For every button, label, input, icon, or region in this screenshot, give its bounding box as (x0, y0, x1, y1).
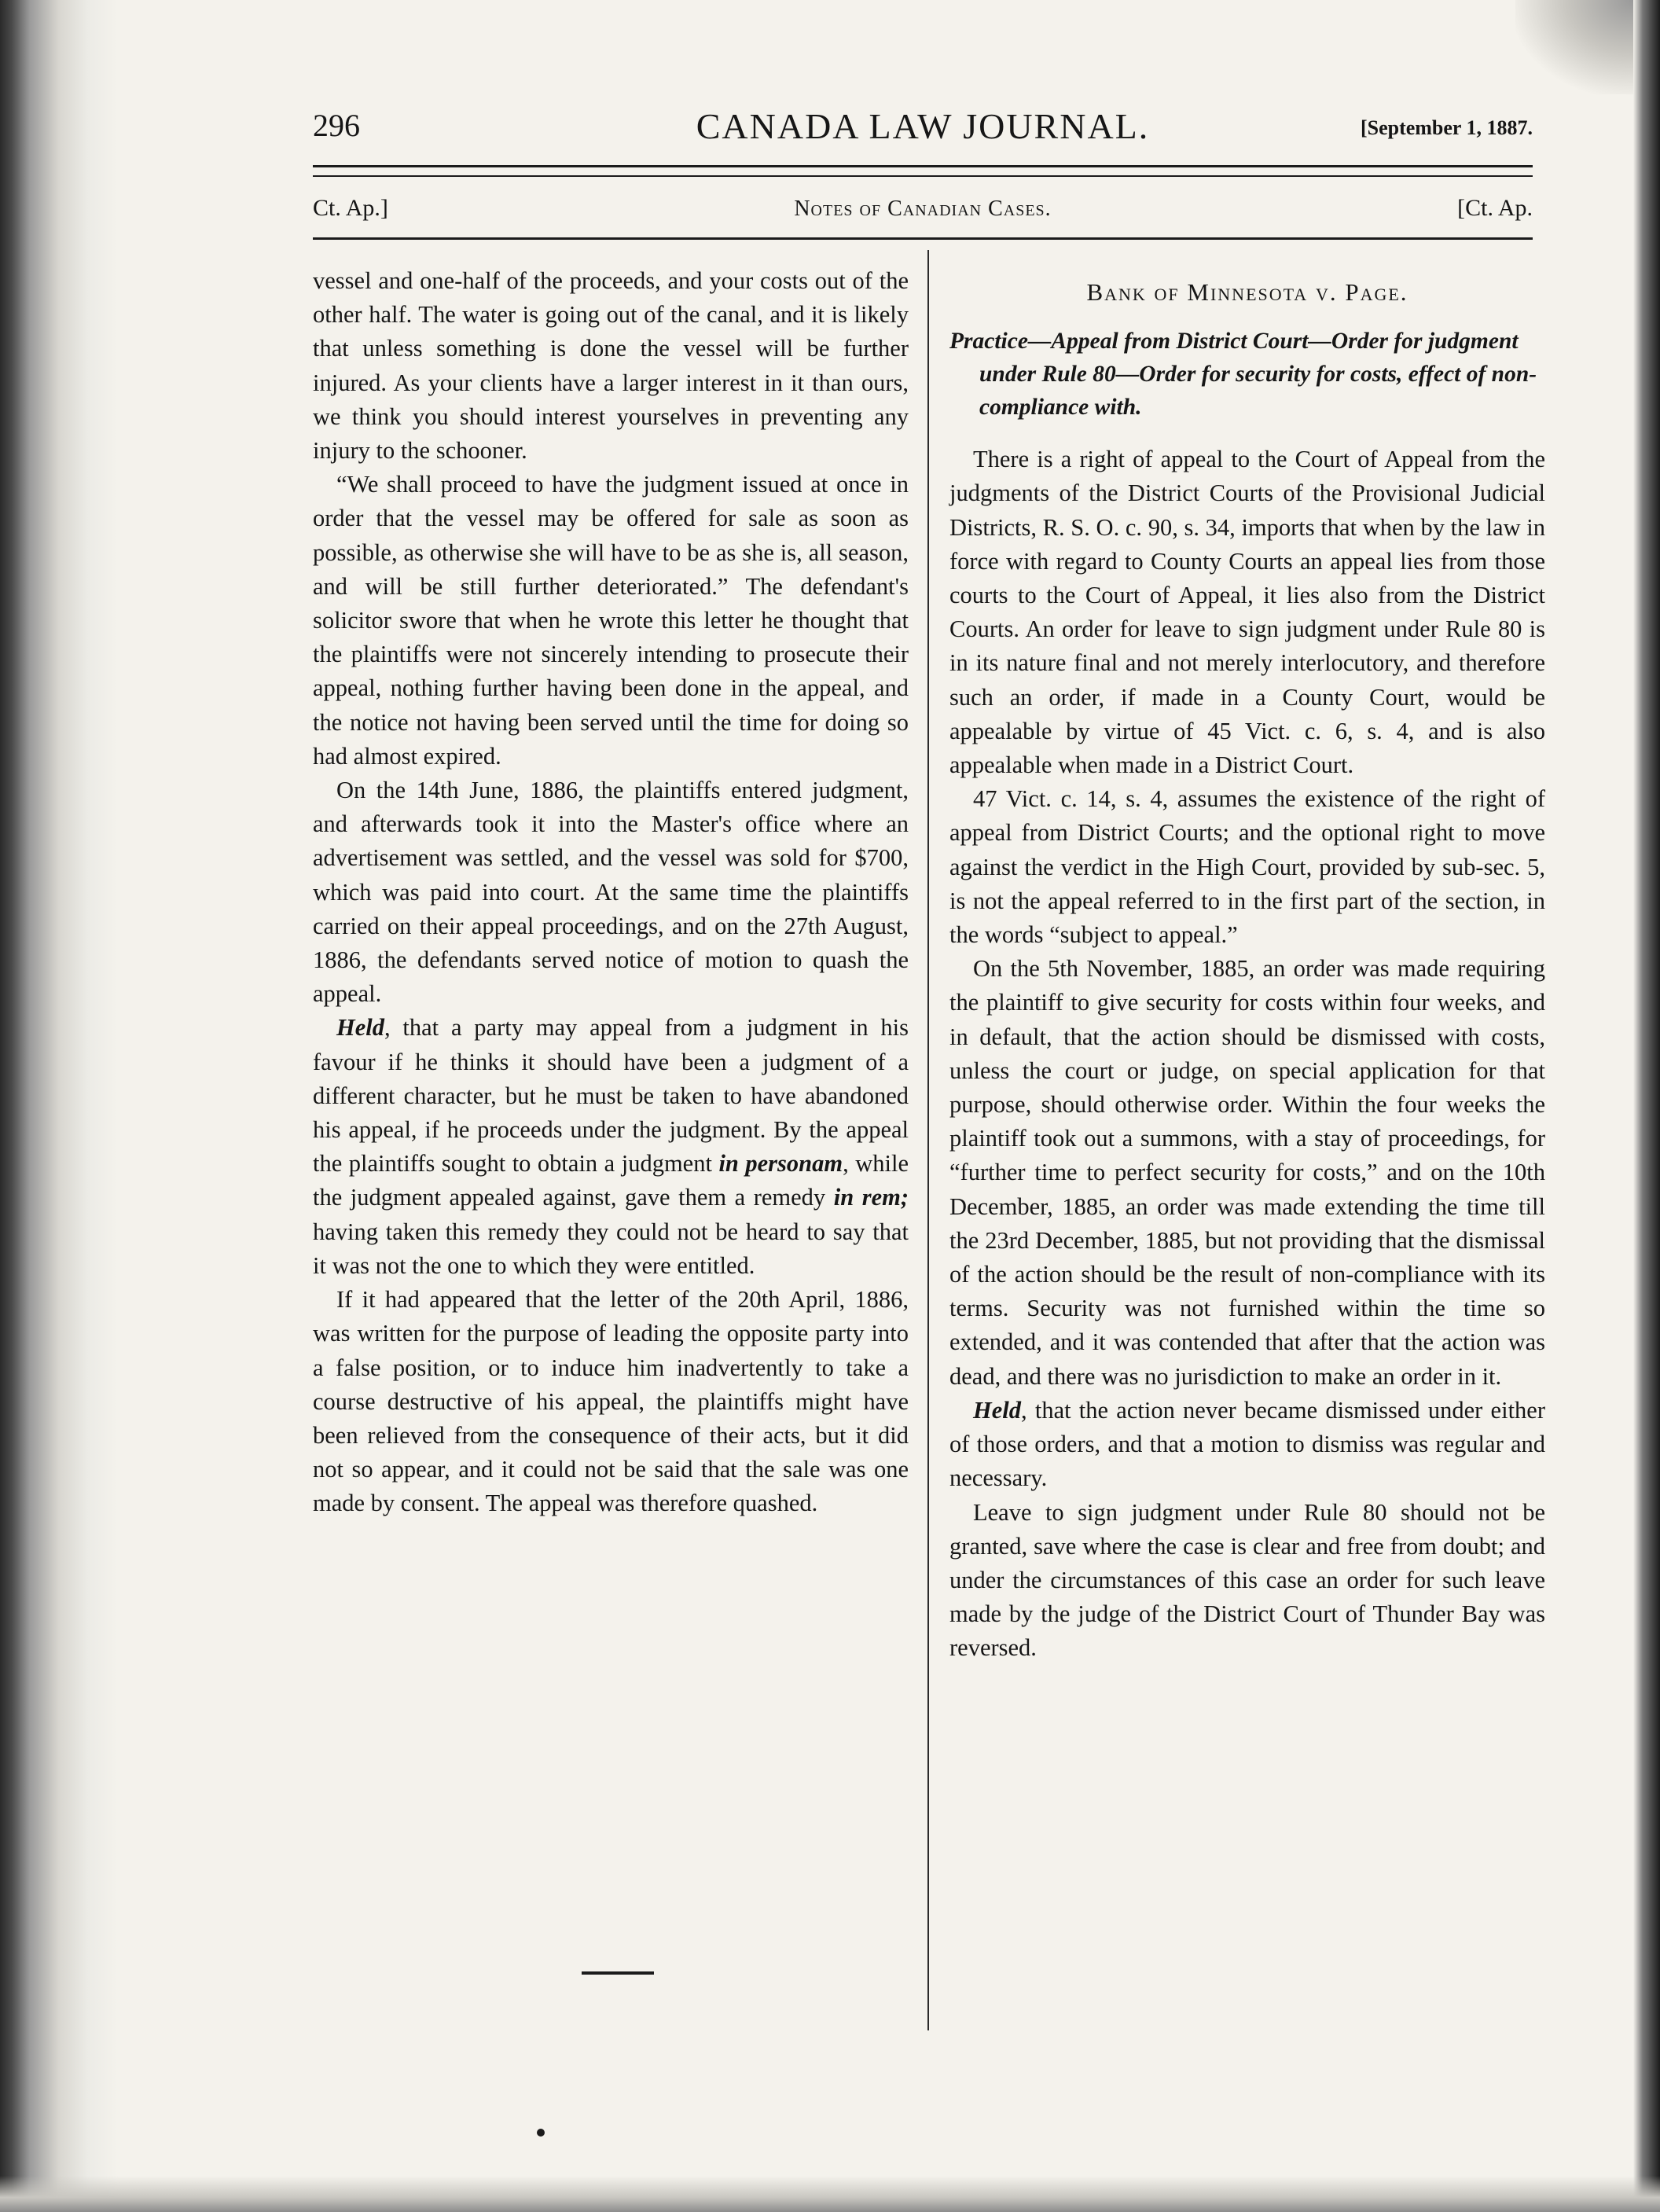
court-label-right: [Ct. Ap. (1457, 195, 1533, 221)
paragraph: 47 Vict. c. 14, s. 4, assumes the existence of the right of appeal from District Courts; and the optional right to move against the verdict in the High Court, provided by sub-sec. 5, is not the appeal referred to in the first part of the section, in the words “subject to appeal.” (949, 785, 1545, 949)
journal-title: CANADA LAW JOURNAL. (696, 106, 1150, 146)
end-rule (582, 1971, 654, 1975)
paragraph: There is a right of appeal to the Court of Appeal from the judgments of the District Courts of the Provisional Judicial Districts, R. S. O. c. 90, s. 34, imports that when by the law in force with regard to County Courts an appeal lies from those courts to the Court of Appeal, it lies also from the District Courts. An order for leave to sign judgment under Rule 80 is in its nature final and not merely interlocutory, and therefore such an order, if made in a County Court, would be appealable by virtue of 45 Vict. c. 6, s. 4, and is also appealable when made in a District Court. (949, 446, 1545, 779)
column-divider (927, 250, 929, 2030)
paragraph: On the 5th November, 1885, an order was made requiring the plaintiff to give security for costs within four weeks, and in default, that the action should be dismissed with costs, unless the court or judge, on special application for that purpose, should otherwise order. Within the four weeks the plaintiff took out a summons, with a stay of proceedings, for “further time to perfect security for costs,” and on the 10th December, 1885, an order was made extending the time till the 23rd December, 1885, but not providing that the dismissal of the action should be the result of non-compliance with its terms. Security was not furnished within the time so extended, and it was contended that after that the action was dead, and there was no jurisdiction to make an order in it. (949, 955, 1545, 1390)
section-rule (313, 237, 1533, 240)
case-title: Bank of Minnesota v. Page. (1086, 278, 1408, 306)
held-paragraph (949, 1394, 1545, 1496)
paragraph: “We shall proceed to have the judgment issued at once in order that the vessel may be offered for sale as soon as possible, as otherwise she will have to be as she is, all season, and will be still further deteriorated.” The defendant's solicitor swore that when he wrote this letter he thought that the plaintiffs were not sincerely intending to prosecute their appeal, nothing further having been done in the appeal, and the notice not having been served until the time for doing so had almost expired. (313, 471, 909, 770)
issue-date: [September 1, 1887. (1360, 116, 1533, 139)
court-label-left: Ct. Ap.] (313, 195, 388, 221)
held-paragraph (313, 1011, 909, 1283)
left-column (313, 264, 909, 1521)
page-number: 296 (313, 108, 360, 143)
case-headnote: Practice—Appeal from District Court—Order for judgment under Rule 80—Order for security for costs, effect of non-compliance with. (949, 329, 1537, 421)
held-text: , while the judgment appealed against, gave them a remedy (313, 1150, 909, 1211)
running-header (313, 102, 1533, 157)
latin-term: in rem; (833, 1184, 909, 1211)
section-title: Notes of Canadian Cases. (794, 197, 1052, 221)
right-column (949, 275, 1545, 1666)
paragraph: If it had appeared that the letter of the 20th April, 1886, was written for the purpose of leading the opposite party into a false position, or to induce him inadvertently to take a course destructive of his appeal, the plaintiffs might have been relieved from the consequence of their acts, but it did not so appear, and it could not be said that the sale was one made by consent. The appeal was therefore quashed. (313, 1286, 909, 1517)
paragraph: On the 14th June, 1886, the plaintiffs entered judgment, and afterwards took it into the Master's office where an advertisement was settled, and the vessel was sold for $700, which was paid into court. At the same time the plaintiffs carried on their appeal proceedings, and on the 27th August, 1886, the defendants served notice of motion to quash the appeal. (313, 777, 909, 1008)
paragraph: vessel and one-half of the proceeds, and your costs out of the other half. The water is going out of the canal, and it is likely that unless something is done the vessel will be further injured. As your clients have a larger interest in it than ours, we think you should interest yourselves in preventing any injury to the schooner. (313, 267, 909, 465)
scan-shadow-bottom (0, 2176, 1660, 2212)
paragraph: Leave to sign judgment under Rule 80 should not be granted, save where the case is clear and free from doubt; and under the circumstances of this case an order for such leave made by the judge of the District Court of Thunder Bay was reversed. (949, 1498, 1545, 1662)
held-text: , that a party may appeal from a judgment in his favour if he thinks it should have been a judgment of a different character, but he must be taken to have abandoned his appeal, if he proceeds under the judgment. By the appeal the plaintiffs sought to obtain a judgment (313, 1014, 909, 1178)
latin-term: in personam (718, 1150, 843, 1178)
scan-shadow-corner (1515, 0, 1633, 94)
section-header (313, 195, 1533, 230)
held-label: Held (973, 1396, 1021, 1424)
scan-shadow-right (1633, 0, 1660, 2212)
scan-shadow-left (0, 0, 118, 2212)
held-text: , that the action never became dismissed under either of those orders, and that a motion to dismiss was regular and necessary. (949, 1396, 1545, 1492)
ink-speck (537, 2129, 545, 2137)
held-label: Held (336, 1014, 384, 1042)
header-double-rule (313, 165, 1533, 177)
held-text: having taken this remedy they could not be heard to say that it was not the one to which they were entitled. (313, 1218, 909, 1279)
